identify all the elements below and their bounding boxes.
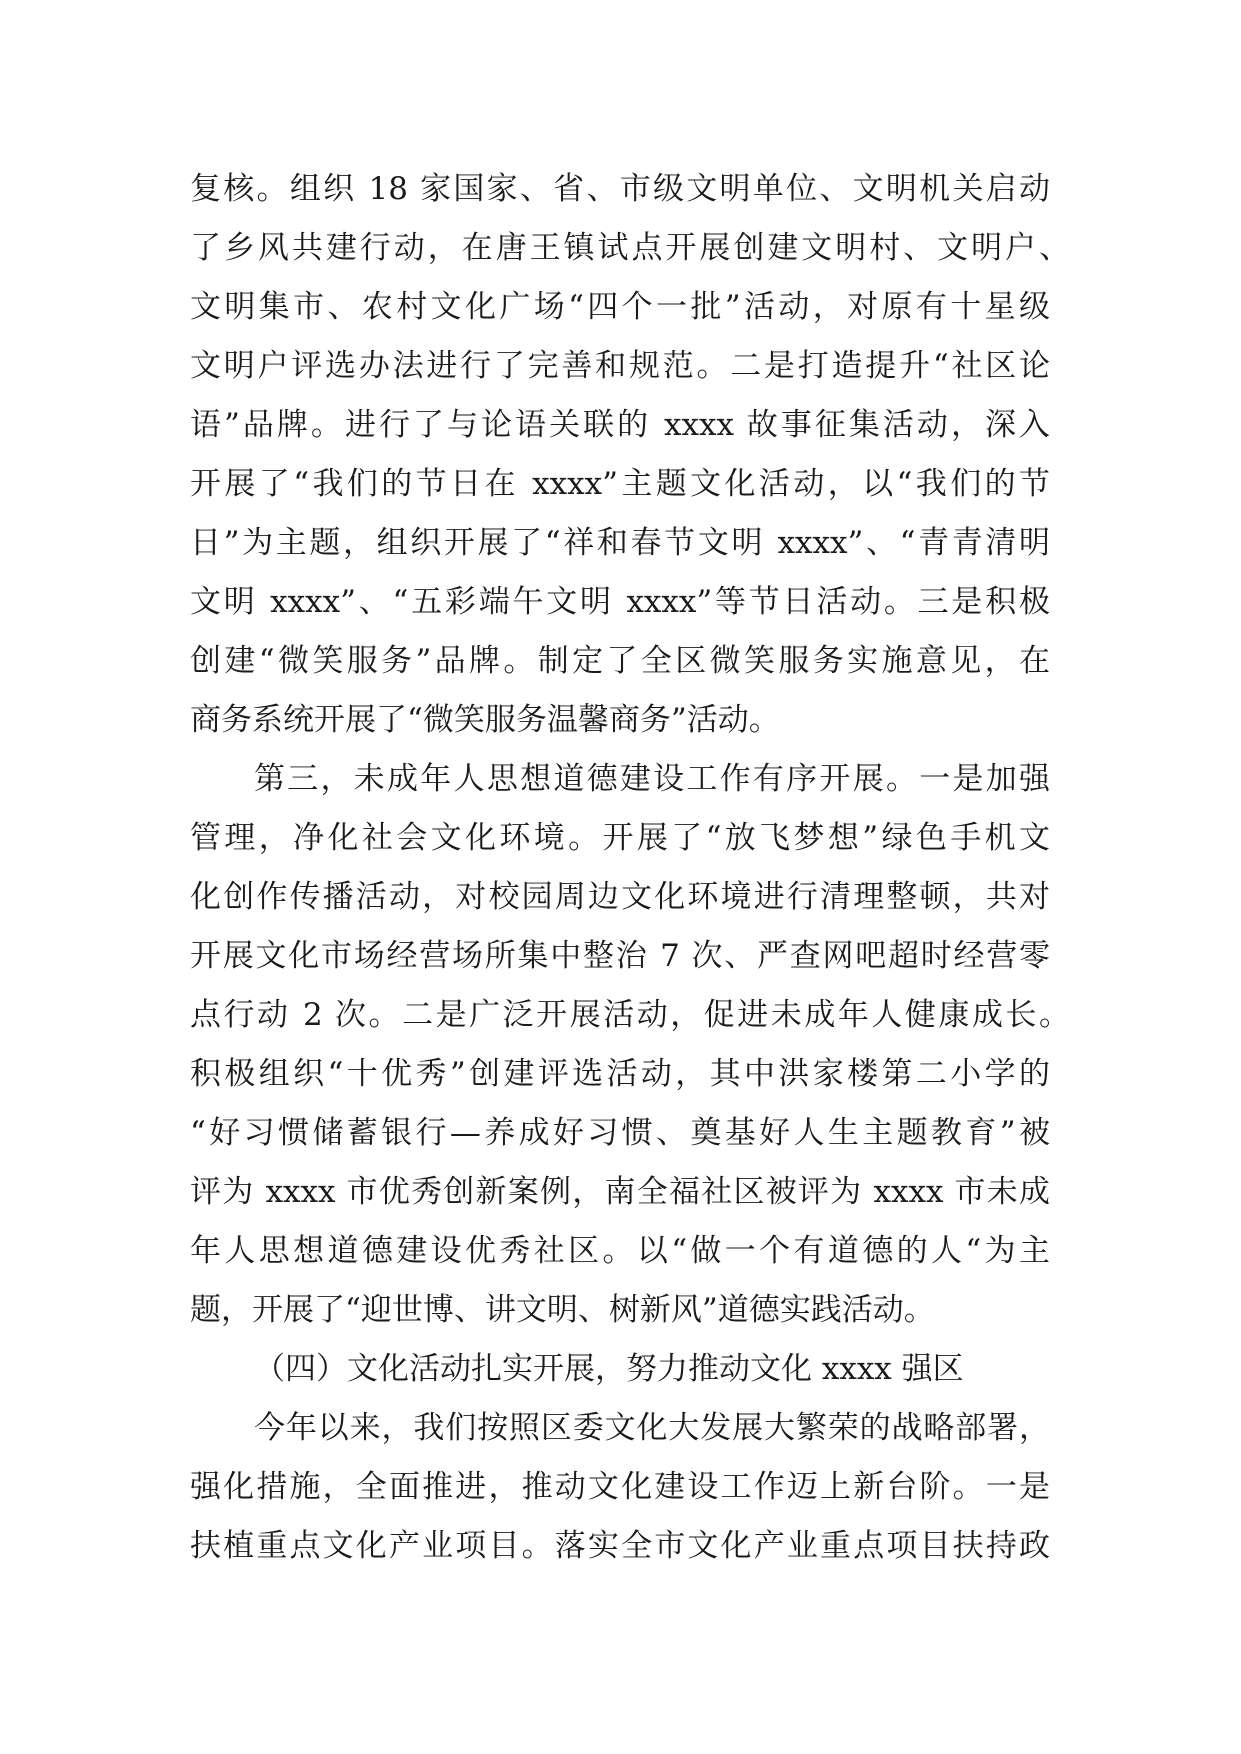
text-line: 积极组织“十优秀”创建评选活动，其中洪家楼第二小学的 [190,1056,1050,1092]
text-line: 点行动 2 次。二是广泛开展活动，促进未成年人健康成长。 [190,997,1070,1033]
text-line: 语”品牌。进行了与论语关联的 xxxx 故事征集活动，深入 [190,407,1050,443]
text-line: 管理，净化社会文化环境。开展了“放飞梦想”绿色手机文 [190,820,1050,856]
text-line: 文明户评选办法进行了完善和规范。二是打造提升“社区论 [190,348,1050,384]
text-line: 开展文化市场经营场所集中整治 7 次、严查网吧超时经营零 [190,938,1050,974]
body-text [190,160,1070,1576]
text-line: 年人思想道德建设优秀社区。以“做一个有道德的人“为主 [190,1233,1050,1269]
text-line: 强化措施，全面推进，推动文化建设工作迈上新台阶。一是 [190,1469,1050,1505]
text-line: 复核。组织 18 家国家、省、市级文明单位、文明机关启动 [190,171,1050,207]
text-line: 日”为主题，组织开展了“祥和春节文明 xxxx”、“青青清明 [190,525,1050,561]
text-line: 商务系统开展了“微笑服务温馨商务”活动。 [190,702,780,738]
text-line: 化创作传播活动，对校园周边文化环境进行清理整顿，共对 [190,879,1050,915]
text-line: “好习惯储蓄银行—养成好习惯、奠基好人生主题教育”被 [190,1115,1050,1151]
text-line: 评为 xxxx 市优秀创新案例，南全福社区被评为 xxxx 市未成 [190,1174,1050,1210]
text-line: 第三，未成年人思想道德建设工作有序开展。一是加强 [254,761,1050,797]
text-line: 了乡风共建行动，在唐王镇试点开展创建文明村、文明户、 [190,230,1070,266]
text-line: 题，开展了“迎世博、讲文明、树新风”道德实践活动。 [190,1292,935,1328]
text-line: 文明 xxxx”、“五彩端午文明 xxxx”等节日活动。三是积极 [190,584,1050,620]
section-heading: （四）文化活动扎实开展，努力推动文化 xxxx 强区 [254,1351,964,1387]
text-line: 文明集市、农村文化广场“四个一批”活动，对原有十星级 [190,289,1050,325]
text-line: 扶植重点文化产业项目。落实全市文化产业重点项目扶持政 [190,1528,1050,1564]
text-line: 开展了“我们的节日在 xxxx”主题文化活动，以“我们的节 [190,466,1050,502]
text-line: 今年以来，我们按照区委文化大发展大繁荣的战略部署， [254,1410,1050,1446]
text-line: 创建“微笑服务”品牌。制定了全区微笑服务实施意见，在 [190,643,1050,679]
